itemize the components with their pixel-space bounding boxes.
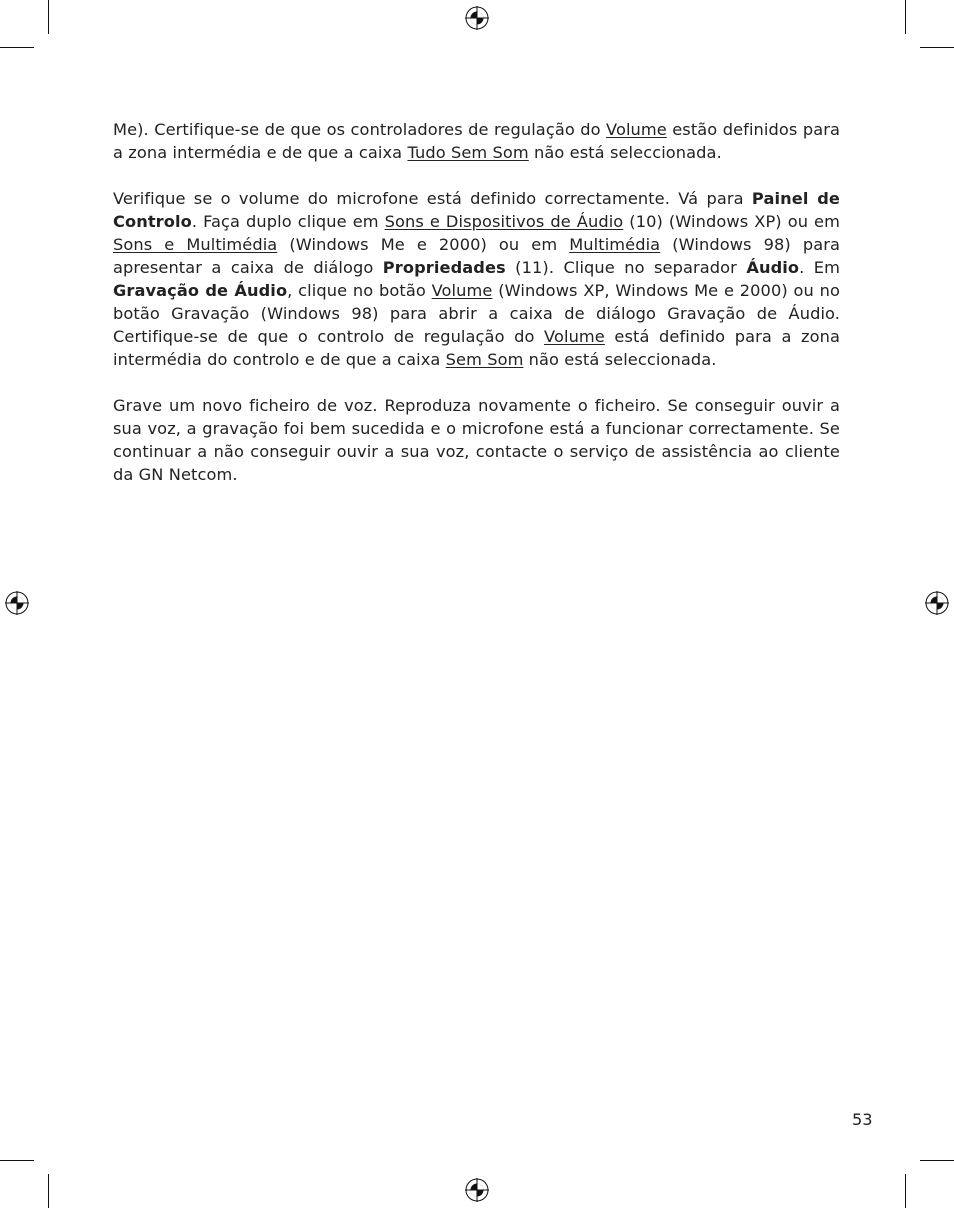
text-run: Verifique se o volume do microfone está definido correctamente. Vá para: [113, 189, 752, 208]
underlined-term: Volume: [431, 281, 493, 300]
text-run: . Em: [799, 258, 841, 277]
bold-term: Painel de Controlo: [113, 189, 841, 231]
bold-term: Gravação de Áudio: [113, 281, 288, 300]
text-run: não está seleccionada.: [523, 350, 717, 369]
crop-mark-top-right-horizontal: [920, 47, 954, 48]
underlined-term: Sons e Multimédia: [113, 235, 278, 254]
text-run: (11). Clique no separador: [505, 258, 747, 277]
bold-term: Áudio: [746, 258, 800, 277]
registration-mark-icon: [925, 591, 949, 615]
registration-mark-icon: [5, 591, 29, 615]
text-run: Me). Certifique-se de que os controladores de regulação do: [113, 120, 607, 139]
underlined-term: Sons e Dispositivos de Áudio: [384, 212, 624, 231]
crop-mark-top-left-horizontal: [0, 47, 34, 48]
text-run: não está seleccionada.: [528, 143, 722, 162]
text-run: está definido para a zona intermédia do controlo e de que a caixa: [113, 327, 840, 369]
text-run: , clique no botão: [287, 281, 432, 300]
crop-mark-bottom-right-vertical: [905, 1174, 906, 1208]
underlined-term: Volume: [544, 327, 605, 346]
text-run: estão definidos para a zona intermédia e de que a caixa: [113, 120, 840, 162]
underlined-term: Volume: [606, 120, 667, 139]
paragraph: [113, 187, 840, 371]
crop-mark-bottom-left-horizontal: [0, 1160, 34, 1161]
bold-term: Propriedades: [382, 258, 506, 277]
underlined-term: Tudo Sem Som: [407, 143, 529, 162]
underlined-term: Sem Som: [445, 350, 524, 369]
text-run: (Windows XP, Windows Me e 2000) ou no botão Gravação (Windows 98) para abrir a caixa de diálogo Gravação de Áudio. Certifique-se de que o controlo de regulação do: [113, 281, 840, 346]
paragraph: [113, 118, 840, 164]
text-run: Grave um novo ficheiro de voz. Reproduza novamente o ficheiro. Se conseguir ouvir a sua voz, a gravação foi bem sucedida e o microfone está a funcionar correctamente. Se continuar a não conseguir ouvir a sua voz, contacte o serviço de assistência ao cliente da GN Netcom.: [113, 396, 840, 484]
crop-mark-top-left-vertical: [48, 0, 49, 34]
text-run: (Windows Me e 2000) ou em: [277, 235, 570, 254]
underlined-term: Multimédia: [569, 235, 661, 254]
crop-mark-bottom-right-horizontal: [920, 1160, 954, 1161]
paragraph: [113, 394, 840, 486]
registration-mark-icon: [465, 1178, 489, 1202]
crop-mark-top-right-vertical: [905, 0, 906, 34]
text-run: . Faça duplo clique em: [191, 212, 385, 231]
text-run: (10) (Windows XP) ou em: [623, 212, 840, 231]
body-text: [113, 118, 840, 509]
page-number: 53: [852, 1110, 873, 1129]
registration-mark-icon: [465, 6, 489, 30]
crop-mark-bottom-left-vertical: [48, 1174, 49, 1208]
text-run: (Windows 98) para apresentar a caixa de diálogo: [113, 235, 840, 277]
